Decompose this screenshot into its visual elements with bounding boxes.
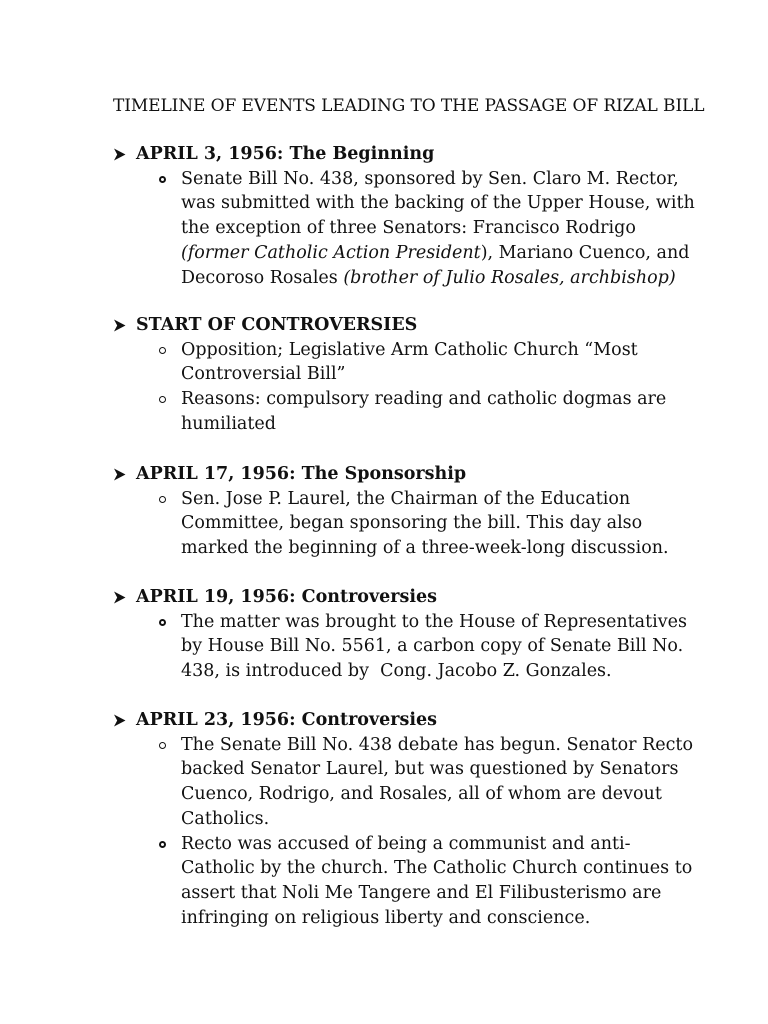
timeline-section-april-19 [113,585,713,684]
circle-bullet-icon [159,396,166,403]
circle-bullet-icon [159,176,166,183]
section-heading: START OF CONTROVERSIES [113,313,713,338]
list-item: The Senate Bill No. 438 debate has begun. Senator Recto backed Senator Laurel, but was questioned by Senators Cuenco, Rodrigo, and Rosales, all of whom are devout Catholics. [113,733,681,832]
timeline-section-april-23 [113,708,713,931]
arrowhead-bullet-icon [113,714,126,727]
list-item: Recto was accused of being a communist and anti- Catholic by the church. The Catholic Church continues to assert that Noli Me Tangere and El Filibusterismo are infringing on religious liberty and conscience. [113,832,681,931]
section-heading: APRIL 23, 1956: Controversies [113,708,713,733]
circle-bullet-icon [159,496,166,503]
timeline-section-april-17 [113,462,713,561]
section-heading: APRIL 3, 1956: The Beginning [113,142,713,167]
arrowhead-bullet-icon [113,148,126,161]
section-heading: APRIL 17, 1956: The Sponsorship [113,462,713,487]
list-item: Senate Bill No. 438, sponsored by Sen. Claro M. Rector, was submitted with the backing of the Upper House, with the exception of three Senators: Francisco Rodrigo (former Catholic Action President), Mariano Cuenco, and Decoroso Rosales (brother of Julio Rosales, archbishop) [113,167,681,291]
timeline-section-start-of-controversies [113,313,713,437]
circle-bullet-icon [159,619,166,626]
timeline-section-april-3 [113,142,713,290]
section-heading: APRIL 19, 1956: Controversies [113,585,713,610]
arrowhead-bullet-icon [113,319,126,332]
document-title: TIMELINE OF EVENTS LEADING TO THE PASSAGE OF RIZAL BILL [113,96,705,116]
circle-bullet-icon [159,841,166,848]
arrowhead-bullet-icon [113,468,126,481]
list-item: Sen. Jose P. Laurel, the Chairman of the Education Committee, began sponsoring the bill. This day also marked the beginning of a three-week-long discussion. [113,487,681,561]
list-item: Opposition; Legislative Arm Catholic Church “Most Controversial Bill” [113,338,681,388]
circle-bullet-icon [159,742,166,749]
circle-bullet-icon [159,347,166,354]
list-item: The matter was brought to the House of Representatives by House Bill No. 5561, a carbon copy of Senate Bill No. 438, is introduced by Cong. Jacobo Z. Gonzales. [113,610,681,684]
list-item: Reasons: compulsory reading and catholic dogmas are humiliated [113,387,681,437]
arrowhead-bullet-icon [113,591,126,604]
